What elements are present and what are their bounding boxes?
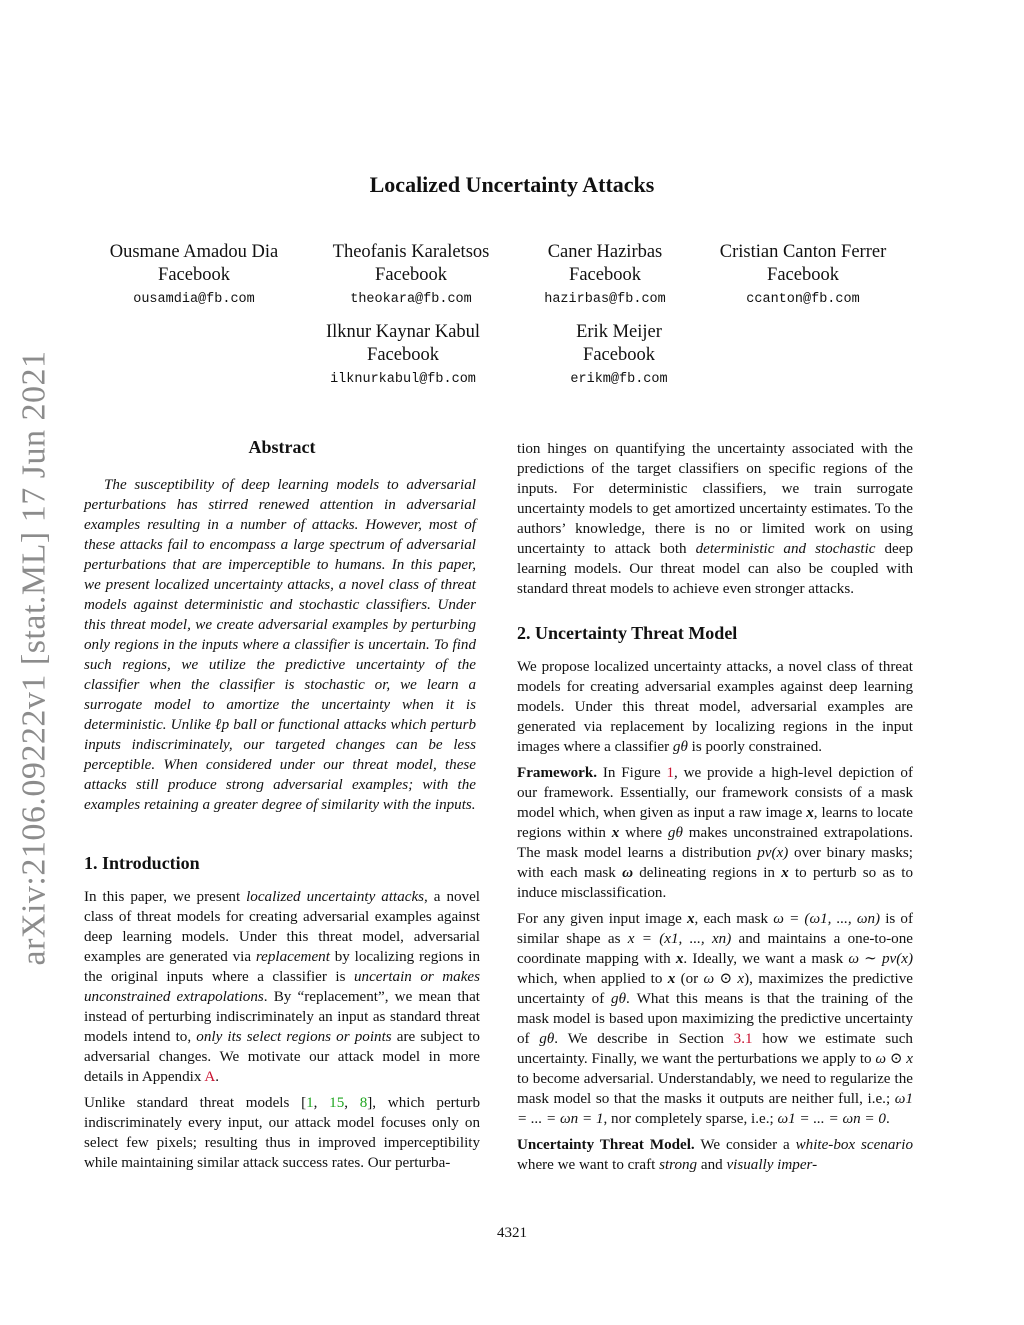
paper-title: Localized Uncertainty Attacks	[369, 172, 655, 197]
section-text: . We describe in Section	[554, 1031, 734, 1047]
author-block-6	[539, 321, 699, 389]
author-name: Ousmane Amadou Dia	[109, 242, 279, 262]
math-p-nu-x: pν(x)	[757, 845, 789, 861]
citation-link[interactable]: 15	[329, 1095, 345, 1111]
author-email: theokara@fb.com	[350, 292, 472, 307]
abstract-text-part: The susceptibility of deep learning models to adversarial perturbations has stirred renewed attention in adversarial examples resulting in a number of attacks. However, most of these attacks fail to encompass a large spectrum of adversarial perturbations that are imperceptible to humans. In this paper, we present localized uncertainty attacks, a novel class of threat models against deterministic and stochastic classifiers. Under this threat model, we create adversarial examples by perturbing only regions in the inputs where a classifier is uncertain. To find such regions, we utilize the predictive uncertainty of the classifier when the classifier is stochastic or, we learn a surrogate model to amortize the uncertainty when it is deterministic. Unlike	[84, 477, 476, 733]
math-x: x	[667, 971, 676, 987]
page-number: 4321	[497, 1225, 527, 1241]
section-text: where we want to craft	[517, 1157, 660, 1173]
author-block-1	[94, 241, 294, 309]
section-text: , each mask	[694, 911, 774, 927]
section-text: We consider a	[694, 1137, 796, 1153]
section-text: which, when applied to	[517, 971, 668, 987]
section-text: is of similar shape as	[517, 911, 914, 947]
math-omega-odot-x: ω ⊙ x	[703, 971, 745, 987]
introduction-paragraph-2: Unlike standard threat models [1, 15, 8], which perturb indiscriminately every input, our attack model focuses only on select few pixels; resulting thus in improved imperceptibility while maintaining similar attack success rates. Our perturba-	[84, 1095, 480, 1171]
section-text: . Ideally, we want a mask	[683, 951, 849, 967]
intro-emphasis: deterministic and stochastic	[695, 541, 876, 557]
math-x: x	[675, 951, 684, 967]
intro-text: .	[215, 1069, 220, 1085]
section-text: to become adversarial. Understandably, we need to regularize the mask model so that the masks it outputs are neither full, i.e.;	[517, 1071, 913, 1107]
author-email: ccanton@fb.com	[746, 292, 860, 307]
author-email: ousamdia@fb.com	[133, 292, 255, 307]
author-affiliation: Facebook	[367, 345, 439, 365]
section-text: and	[697, 1157, 727, 1173]
math-x: x	[781, 865, 789, 881]
appendix-link[interactable]: A	[204, 1069, 216, 1085]
section-2-heading: 2. Uncertainty Threat Model	[517, 623, 738, 643]
math-omega-definition: ω = (ω1, ..., ωn)	[773, 911, 881, 927]
figure-link[interactable]: 1	[666, 765, 675, 781]
author-email: ilknurkabul@fb.com	[330, 372, 476, 387]
math-x-definition: x = (x1, ..., xn)	[627, 931, 732, 947]
arxiv-identifier: arXiv:2106.09222v1 [stat.ML] 17 Jun 2021	[15, 350, 53, 966]
intro-emphasis: replacement	[255, 949, 330, 965]
citation-link[interactable]: 1	[306, 1095, 314, 1111]
math-g-theta: gθ	[667, 825, 683, 841]
math-g-theta: gθ	[539, 1031, 555, 1047]
intro-emphasis: localized uncertainty attacks	[246, 889, 425, 905]
section-text: , learns to locate regions within	[517, 805, 913, 841]
section-emphasis: strong	[659, 1157, 698, 1173]
intro-text: ], which perturb indiscriminately every input, our attack model focuses only on select few pixels; resulting thus in improved imperceptibility while maintaining similar attack success rates. Our perturba-	[84, 1095, 480, 1171]
section-text: ), maximizes the predictive uncertainty of	[517, 971, 913, 1007]
author-name: Erik Meijer	[576, 322, 662, 342]
section-text: and maintains a one-to-one coordinate mapping with	[517, 931, 913, 967]
author-affiliation: Facebook	[158, 265, 230, 285]
math-g-theta: gθ	[672, 739, 688, 755]
author-block-2	[311, 241, 511, 309]
math-g-theta: gθ	[611, 991, 627, 1007]
intro-emphasis: uncertain or makes unconstrained extrapolations	[84, 969, 480, 1005]
section-text: We propose localized uncertainty attacks, a novel class of threat models for creating adversarial examples against deep learning models. Under this threat model, adversarial examples are generated via replacement by localizing regions in the input images where a classifier	[517, 659, 913, 755]
author-affiliation: Facebook	[569, 265, 641, 285]
section-text: (or	[675, 971, 704, 987]
section-text: .	[885, 1111, 890, 1127]
author-affiliation: Facebook	[767, 265, 839, 285]
math-omega-sample: ω ∼ pν(x)	[848, 951, 913, 967]
author-email: erikm@fb.com	[570, 372, 668, 387]
intro-emphasis: only its select regions or points	[196, 1029, 392, 1045]
author-block-5	[303, 321, 503, 389]
author-block-4	[698, 241, 908, 309]
author-name: Ilknur Kaynar Kabul	[325, 322, 481, 342]
section-text: over binary masks; with each mask	[517, 845, 913, 881]
author-affiliation: Facebook	[375, 265, 447, 285]
intro-text: by localizing regions in the original inputs where a classifier is	[84, 949, 480, 985]
abstract-heading: Abstract	[248, 437, 316, 457]
abstract-text	[84, 475, 480, 815]
section-text: to perturb so as to induce misclassification.	[517, 865, 913, 901]
intro-text: , a novel class of threat models for creating adversarial examples against deep learning models. Under this threat model, adversarial examples are generated via	[84, 889, 480, 965]
section-text: , we provide a high-level depiction of our framework. Essentially, our framework consists of a mask model which, when given as input a raw image	[517, 765, 913, 821]
math-omega: ω	[622, 865, 633, 881]
math-omega-odot-x: ω ⊙ x	[875, 1051, 913, 1067]
arxiv-side-stamp	[10, 350, 58, 966]
author-email: hazirbas@fb.com	[544, 292, 666, 307]
citation-link[interactable]: 8	[359, 1095, 368, 1111]
author-block-3	[520, 241, 690, 309]
introduction-paragraph-1	[84, 887, 480, 1087]
author-name: Caner Hazirbas	[547, 242, 663, 262]
section-text: how we estimate such uncertainty. Finally, we want the perturbations we apply to	[517, 1031, 913, 1067]
section-emphasis: white-box scenario	[795, 1137, 914, 1153]
section-text: . What this means is that the training of the mask model is based upon maximizing the predictive uncertainty of	[517, 991, 914, 1047]
section-link[interactable]: 3.1	[733, 1031, 753, 1047]
intro-text: Unlike standard threat models [	[84, 1095, 307, 1111]
framework-run-in-heading: Framework.	[517, 765, 598, 781]
math-x: x	[686, 911, 695, 927]
intro-text: tion hinges on quantifying the uncertainty associated with the predictions of the target classifiers on specific regions of the inputs. For deterministic classifiers, we train surrogate uncertainty models to get amortized uncertainty estimates. To the authors’ knowledge, there is no or limited work on using uncertainty to attack both	[517, 441, 913, 557]
intro-text: . By “replacement”, we mean that instead of perturbing indiscriminately an input as standard threat models intend to,	[84, 989, 480, 1045]
mask-paragraph	[517, 909, 913, 1129]
lp-norm-symbol: ℓp	[215, 717, 230, 733]
author-affiliation: Facebook	[583, 345, 655, 365]
section-text: delineating regions in	[632, 865, 782, 881]
intro-text: are subject to adversarial changes. We motivate our attack model in more details in Appendix	[84, 1029, 480, 1085]
framework-paragraph	[517, 763, 913, 903]
section-text: is poorly constrained.	[687, 739, 823, 755]
abstract-text-part: ball or functional attacks which perturb inputs indiscriminately, our targeted changes can be less perceptible. When considered under our threat model, these attacks still produce strong adversarial examples; with the examples retaining a greater degree of similarity with the inputs.	[84, 717, 476, 813]
math-sparse-mask: ω1 = ... = ωn = 0	[777, 1111, 886, 1127]
section-emphasis: visually imper-	[726, 1157, 818, 1173]
intro-text: In this paper, we present	[84, 889, 247, 905]
math-full-mask: ω1 = ... = ωn = 1	[517, 1091, 913, 1127]
math-x: x	[611, 825, 620, 841]
section-text: For any given input image	[517, 911, 687, 927]
right-column	[517, 439, 913, 1175]
threat-model-run-in-heading: Uncertainty Threat Model.	[517, 1137, 695, 1153]
author-name: Theofanis Karaletsos	[332, 242, 490, 262]
author-name: Cristian Canton Ferrer	[719, 242, 887, 262]
section-text: , nor completely sparse, i.e.;	[603, 1111, 778, 1127]
math-x: x	[806, 805, 814, 821]
introduction-heading: 1. Introduction	[84, 853, 200, 873]
introduction-continuation	[517, 439, 913, 599]
section-text: makes unconstrained extrapolations. The mask model learns a distribution	[517, 825, 914, 861]
left-column	[84, 437, 480, 1173]
section-text: where	[619, 825, 668, 841]
section-2-paragraph-1	[517, 657, 913, 757]
intro-text: deep learning models. Our threat model can also be coupled with standard threat models to achieve even stronger attacks.	[517, 541, 913, 597]
uncertainty-threat-model-paragraph	[517, 1135, 913, 1175]
section-text: In Figure	[597, 765, 667, 781]
